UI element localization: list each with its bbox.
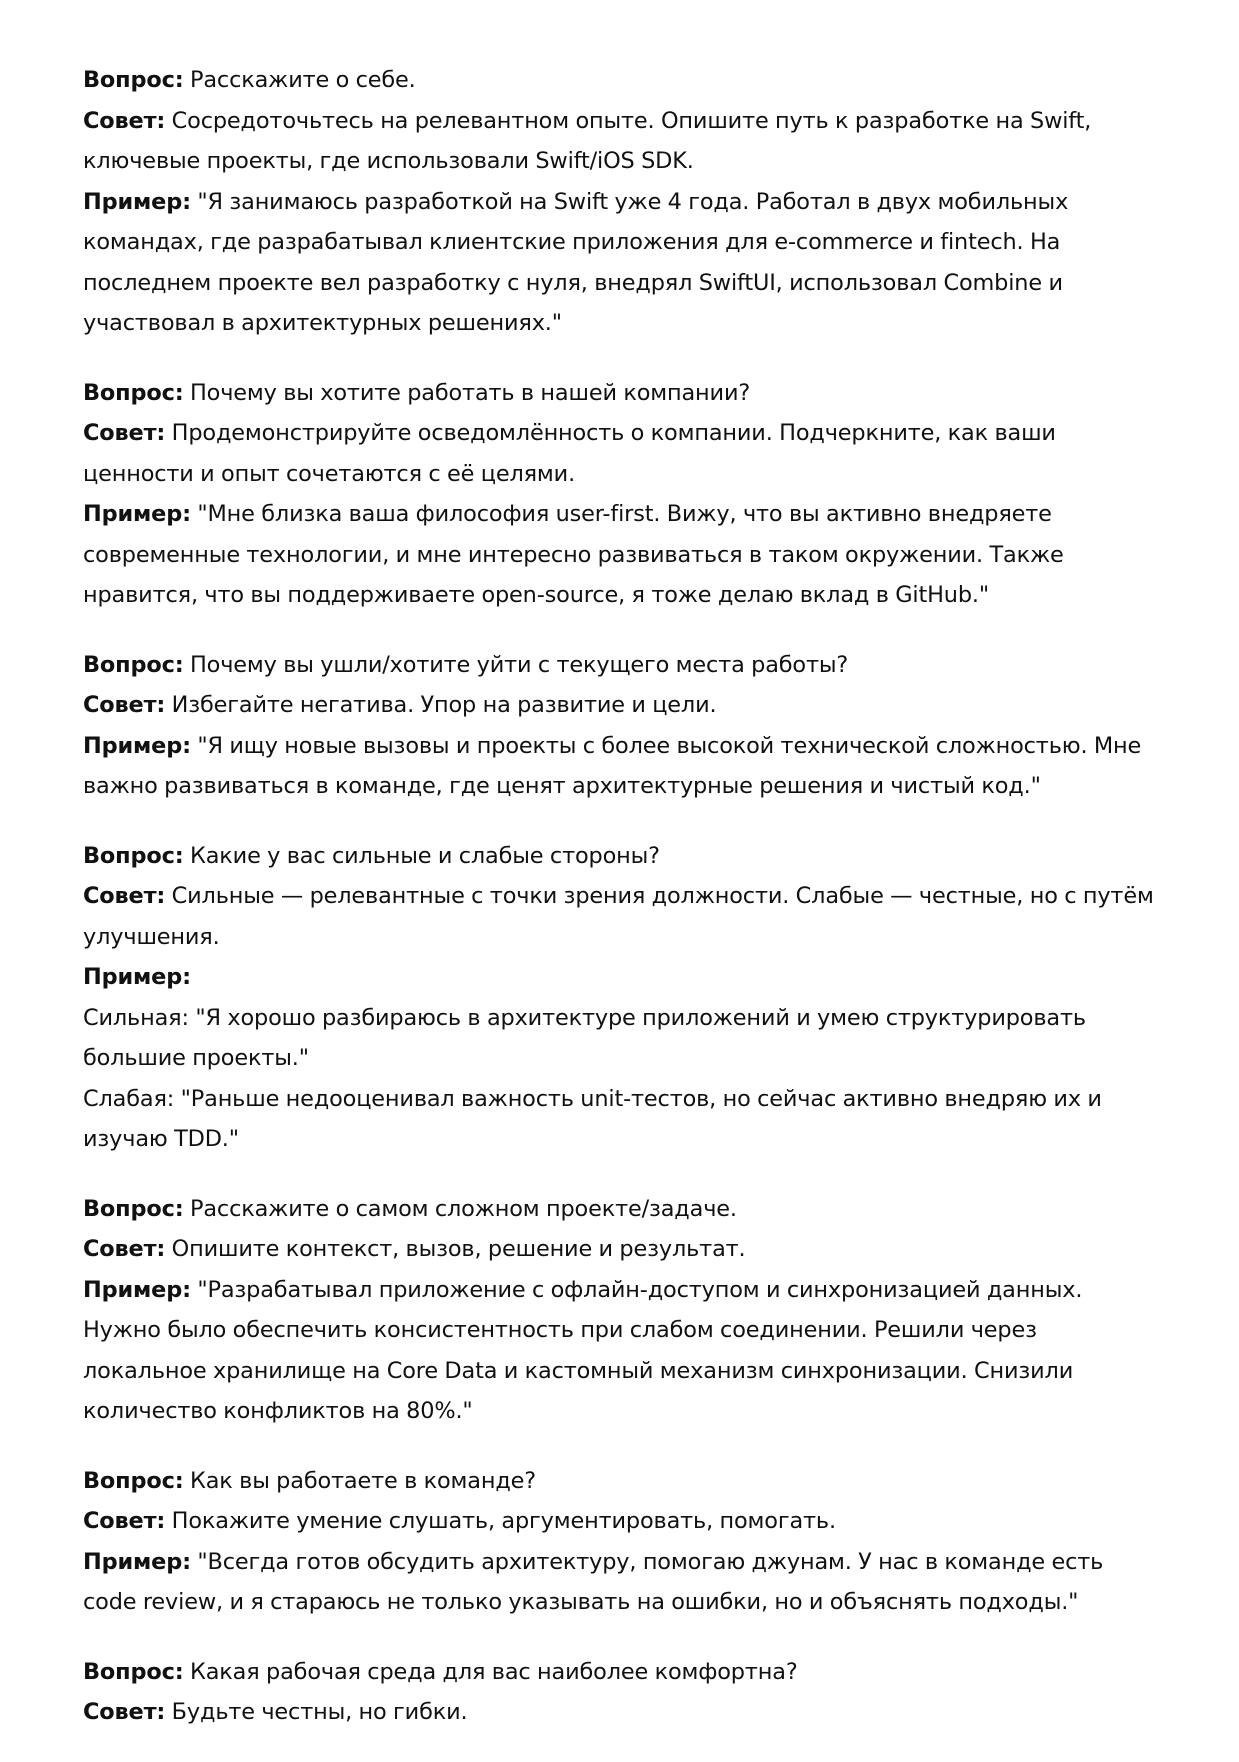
qa-block-teamwork — [83, 1461, 1163, 1623]
advice-line — [83, 1501, 1163, 1542]
example-label: Пример: — [83, 964, 191, 990]
example-line — [83, 957, 1163, 998]
example-label: Пример: — [83, 1548, 191, 1575]
example-strength-text: Сильная: "Я хорошо разбираюсь в архитектуре приложений и умею структурировать большие проекты." — [83, 1004, 1086, 1071]
example-line — [83, 494, 1163, 616]
advice-label: Совет: — [83, 692, 166, 718]
example-text: "Я ищу новые вызовы и проекты с более высокой технической сложностью. Мне важно развиваться в команде, где ценят архитектурные решения и чистый код." — [83, 732, 1142, 799]
example-line — [83, 726, 1163, 807]
advice-text: Сосредоточьтесь на релевантном опыте. Опишите путь к разработке на Swift, ключевые проекты, где использовали Swift/iOS SDK. — [83, 107, 1092, 174]
example-line — [83, 182, 1163, 344]
advice-label: Совет: — [83, 107, 166, 134]
question-line — [83, 1652, 1163, 1693]
question-text: Почему вы хотите работать в нашей компании? — [189, 379, 751, 406]
advice-text: Продемонстрируйте осведомлённость о компании. Подчеркните, как ваши ценности и опыт сочетаются с её целями. — [83, 420, 1056, 487]
question-label: Вопрос: — [83, 1195, 184, 1222]
example-label: Пример: — [83, 188, 191, 215]
question-label: Вопрос: — [83, 1658, 184, 1685]
advice-line — [83, 1692, 1163, 1733]
example-label: Пример: — [83, 501, 191, 527]
advice-label: Совет: — [83, 1699, 166, 1725]
advice-line — [83, 413, 1163, 494]
question-text: Какая рабочая среда для вас наиболее комфортна? — [189, 1658, 798, 1685]
advice-line — [83, 876, 1163, 957]
advice-text: Опишите контекст, вызов, решение и результат. — [171, 1236, 746, 1262]
advice-line — [83, 1229, 1163, 1270]
advice-line — [83, 101, 1163, 182]
example-text: "Я занимаюсь разработкой на Swift уже 4 года. Работал в двух мобильных командах, где разрабатывал клиентские приложения для e-commerce и fintech. На последнем проекте вел разработку с нуля, внедрял SwiftUI, использовал Combine и участвовал в архитектурных решениях." — [83, 188, 1069, 336]
advice-line — [83, 685, 1163, 726]
question-line — [83, 1189, 1163, 1230]
question-text: Почему вы ушли/хотите уйти с текущего места работы? — [189, 651, 849, 678]
example-text: "Всегда готов обсудить архитектуру, помогаю джунам. У нас в команде есть code review, и я стараюсь не только указывать на ошибки, но и объяснять подходы." — [83, 1548, 1104, 1615]
qa-block-why-leaving — [83, 645, 1163, 807]
example-line — [83, 1270, 1163, 1432]
qa-block-hardest-project — [83, 1189, 1163, 1432]
question-label: Вопрос: — [83, 379, 184, 406]
advice-text: Избегайте негатива. Упор на развитие и цели. — [171, 692, 717, 718]
question-text: Расскажите о самом сложном проекте/задаче. — [189, 1195, 737, 1222]
qa-block-about-yourself — [83, 60, 1163, 344]
advice-label: Совет: — [83, 1508, 166, 1534]
question-label: Вопрос: — [83, 67, 184, 93]
example-text: "Разрабатывал приложение с офлайн-доступом и синхронизацией данных. Нужно было обеспечить консистентность при слабом соединении. Решили через локальное хранилище на Core Data и кастомный механизм синхронизации. Снизили количество конфликтов на 80%." — [83, 1276, 1083, 1424]
advice-label: Совет: — [83, 883, 166, 909]
question-label: Вопрос: — [83, 651, 184, 678]
example-weakness-text: Слабая: "Раньше недооценивал важность unit-тестов, но сейчас активно внедряю их и изучаю TDD." — [83, 1085, 1102, 1152]
question-text: Как вы работаете в команде? — [189, 1467, 537, 1494]
advice-label: Совет: — [83, 1236, 166, 1262]
qa-block-why-our-company — [83, 373, 1163, 616]
advice-label: Совет: — [83, 420, 166, 446]
question-text: Какие у вас сильные и слабые стороны? — [189, 842, 660, 869]
example-label: Пример: — [83, 732, 191, 759]
question-line — [83, 60, 1163, 101]
question-label: Вопрос: — [83, 1467, 184, 1494]
question-line — [83, 836, 1163, 877]
example-text: "Мне близка ваша философия user-first. Вижу, что вы активно внедряете современные технологии, и мне интересно развиваться в таком окружении. Также нравится, что вы поддерживаете open-source, я тоже делаю вклад в GitHub." — [83, 501, 1064, 608]
question-text: Расскажите о себе. — [189, 67, 416, 93]
advice-text: Покажите умение слушать, аргументировать, помогать. — [171, 1508, 836, 1534]
question-line — [83, 645, 1163, 686]
example-label: Пример: — [83, 1276, 191, 1303]
document-page — [83, 60, 1163, 1762]
advice-text: Сильные — релевантные с точки зрения должности. Слабые — честные, но с путём улучшения. — [83, 883, 1154, 950]
question-label: Вопрос: — [83, 842, 184, 869]
advice-text: Будьте честны, но гибки. — [171, 1699, 468, 1725]
qa-block-strengths-weaknesses — [83, 836, 1163, 1160]
question-line — [83, 1461, 1163, 1502]
example-line — [83, 1542, 1163, 1623]
qa-block-work-environment — [83, 1652, 1163, 1733]
question-line — [83, 373, 1163, 414]
